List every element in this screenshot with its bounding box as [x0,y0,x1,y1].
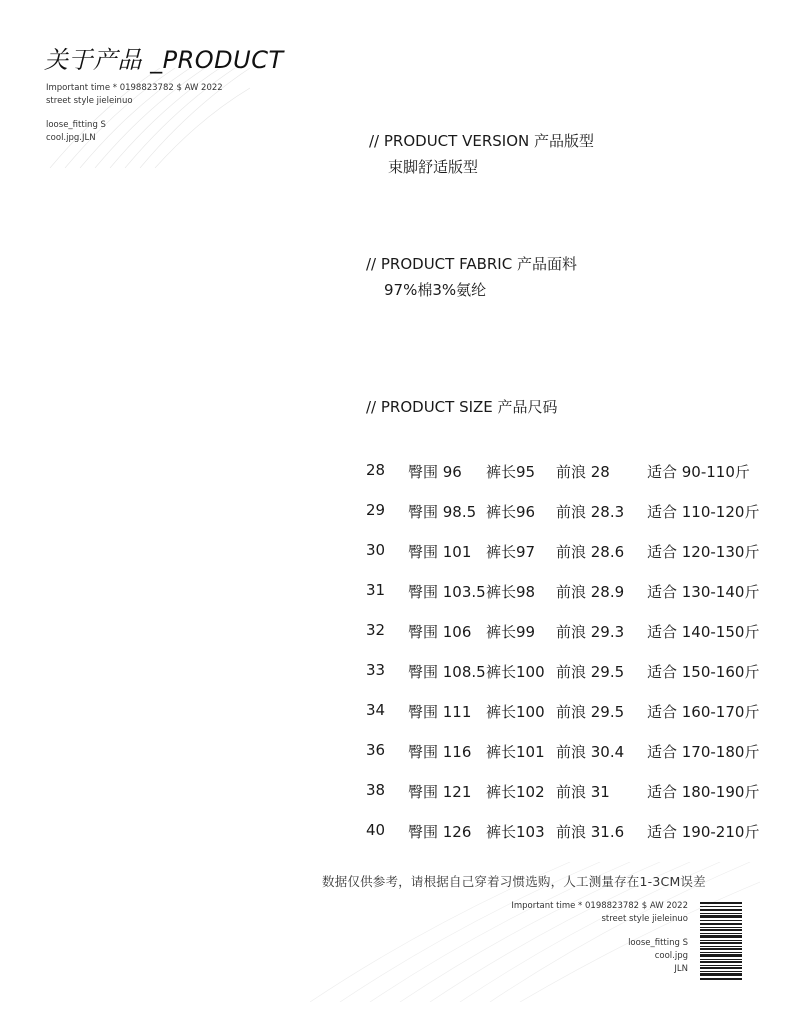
size-label: 34 [366,701,386,719]
hip-value: 臀围 111 [408,703,472,721]
hip-value: 臀围 98.5 [408,503,477,521]
size-row [366,461,776,483]
fabric-value: 97%棉3%氨纶 [384,281,487,299]
size-label: 33 [366,661,386,679]
fit-weight-value: 适合 120-130斤 [647,543,760,561]
footer-meta-line: loose_fitting S [628,938,688,948]
rise-value: 前浪 28.3 [556,503,625,521]
rise-value: 前浪 28 [556,463,610,481]
size-label: 36 [366,741,386,759]
size-label: 38 [366,781,386,799]
header-meta-line: cool.jpg.JLN [46,133,96,143]
footer-meta-line: JLN [674,964,688,974]
size-row [366,781,776,803]
fit-weight-value: 适合 90-110斤 [647,463,750,481]
length-value: 裤长96 [486,503,536,521]
rise-value: 前浪 28.6 [556,543,625,561]
rise-value: 前浪 29.3 [556,623,625,641]
rise-value: 前浪 31 [556,783,610,801]
footer-meta-line: Important time * 0198823782 $ AW 2022 [511,901,688,911]
disclaimer-note: 数据仅供参考，请根据自己穿着习惯选购，人工测量存在1-3CM误差 [322,874,706,889]
fit-weight-value: 适合 150-160斤 [647,663,760,681]
length-value: 裤长102 [486,783,545,801]
hip-value: 臀围 108.5 [408,663,486,681]
size-row [366,581,776,603]
page-title: 关于产品 _PRODUCT [44,46,284,74]
length-value: 裤长100 [486,703,545,721]
rise-value: 前浪 28.9 [556,583,625,601]
header-meta [46,82,223,145]
rise-value: 前浪 29.5 [556,663,625,681]
footer-meta [511,900,688,976]
size-row [366,821,776,843]
hip-value: 臀围 106 [408,623,472,641]
version-value: 束脚舒适版型 [388,158,479,176]
hip-value: 臀围 116 [408,743,472,761]
hip-value: 臀围 103.5 [408,583,486,601]
hip-value: 臀围 101 [408,543,472,561]
footer-meta-line: cool.jpg [654,951,688,961]
fit-weight-value: 适合 110-120斤 [647,503,760,521]
rise-value: 前浪 31.6 [556,823,625,841]
fit-weight-value: 适合 190-210斤 [647,823,760,841]
length-value: 裤长97 [486,543,536,561]
size-row [366,701,776,723]
size-label: 32 [366,621,386,639]
size-label: 31 [366,581,386,599]
footer-meta-line: street style jieleinuo [601,914,688,924]
size-row [366,501,776,523]
length-value: 裤长99 [486,623,536,641]
fit-weight-value: 适合 140-150斤 [647,623,760,641]
size-row [366,741,776,763]
size-label: 28 [366,461,386,479]
size-label: 40 [366,821,386,839]
size-row [366,661,776,683]
length-value: 裤长100 [486,663,545,681]
size-label: 30 [366,541,386,559]
header-meta-line: Important time * 0198823782 $ AW 2022 [46,83,223,93]
header-meta-line: street style jieleinuo [46,96,133,106]
fit-weight-value: 适合 180-190斤 [647,783,760,801]
barcode-icon [700,902,742,980]
hip-value: 臀围 126 [408,823,472,841]
rise-value: 前浪 29.5 [556,703,625,721]
fit-weight-value: 适合 170-180斤 [647,743,760,761]
length-value: 裤长98 [486,583,536,601]
size-label: 29 [366,501,386,519]
length-value: 裤长101 [486,743,545,761]
fit-weight-value: 适合 130-140斤 [647,583,760,601]
length-value: 裤长103 [486,823,545,841]
rise-value: 前浪 30.4 [556,743,625,761]
version-title: // PRODUCT VERSION 产品版型 [369,132,594,150]
hip-value: 臀围 121 [408,783,472,801]
fit-weight-value: 适合 160-170斤 [647,703,760,721]
fabric-title: // PRODUCT FABRIC 产品面料 [366,255,577,273]
header-meta-line: loose_fitting S [46,120,106,130]
size-row [366,621,776,643]
hip-value: 臀围 96 [408,463,462,481]
size-row [366,541,776,563]
length-value: 裤长95 [486,463,536,481]
size-title: // PRODUCT SIZE 产品尺码 [366,398,558,416]
